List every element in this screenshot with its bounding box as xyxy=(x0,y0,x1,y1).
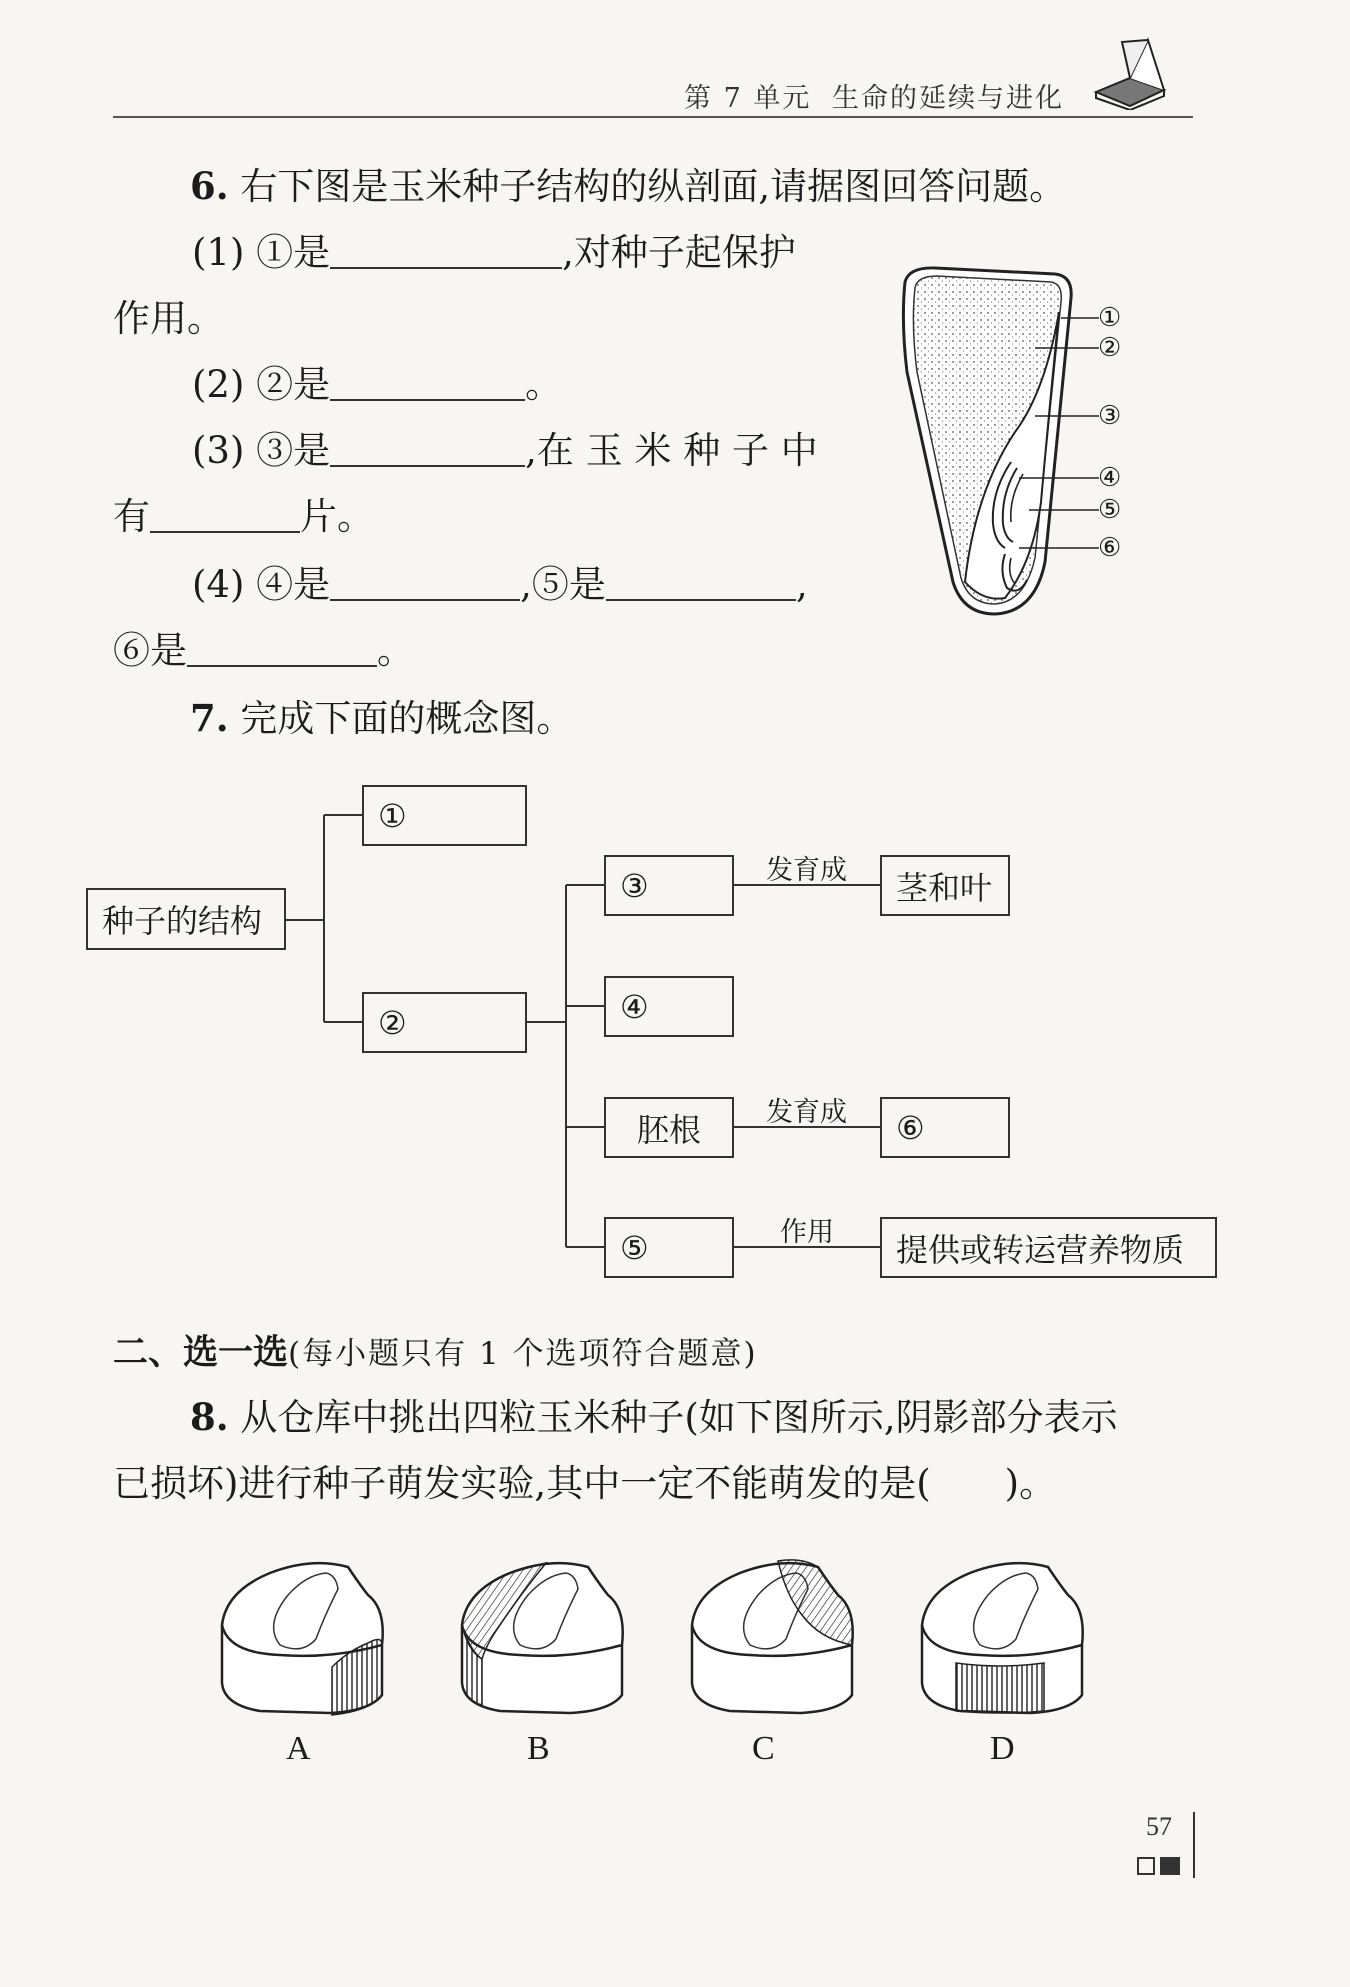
unit-label: 第 7 单元 xyxy=(684,83,812,114)
concept-box-radicle: 胚根 xyxy=(604,1097,734,1158)
edge-label-develop-2: 发育成 xyxy=(766,1097,847,1128)
figure-label-3: ③ xyxy=(1098,401,1122,431)
q6-part2: (2) ②是 。 xyxy=(192,363,563,406)
q6-part1: (1) ①是 ,对种子起保护 xyxy=(192,231,796,274)
q6-part4: (4) ④是 ,⑤是 , xyxy=(192,563,808,606)
concept-box-4[interactable]: ④ xyxy=(604,976,734,1037)
q6-part3: (3) ③是 ,在 玉 米 种 子 中 xyxy=(192,429,818,472)
page-mark-empty xyxy=(1137,1857,1155,1875)
figure-label-1: ① xyxy=(1098,303,1122,333)
concept-box-3[interactable]: ③ xyxy=(604,855,734,916)
figure-label-2: ② xyxy=(1098,333,1122,363)
figure-label-6: ⑥ xyxy=(1098,533,1122,563)
seed-b xyxy=(462,1563,623,1713)
option-d-label[interactable]: D xyxy=(990,1730,1015,1767)
option-a-label[interactable]: A xyxy=(286,1730,311,1767)
concept-root: 种子的结构 xyxy=(86,888,286,950)
figure-label-4: ④ xyxy=(1098,463,1122,493)
q6-part3-cont: 有 片。 xyxy=(113,495,374,538)
page-mark-filled xyxy=(1160,1857,1180,1875)
edge-label-develop-1: 发育成 xyxy=(766,855,847,886)
q6-stem: 6. 右下图是玉米种子结构的纵剖面,请据图回答问题。 xyxy=(190,164,1067,208)
q6-part1-cont: 作用。 xyxy=(113,297,224,340)
seed-c xyxy=(692,1560,853,1713)
q8-line1: 8. 从仓库中挑出四粒玉米种子(如下图所示,阴影部分表示 xyxy=(190,1395,1118,1439)
concept-box-5[interactable]: ⑤ xyxy=(604,1217,734,1278)
edge-label-function: 作用 xyxy=(780,1217,834,1248)
page-number-rule xyxy=(1193,1812,1195,1878)
corn-seeds-options xyxy=(200,1555,1200,1730)
seed-a xyxy=(222,1563,383,1715)
option-c-label[interactable]: C xyxy=(752,1730,775,1767)
concept-box-nutrients: 提供或转运营养物质 xyxy=(880,1217,1217,1278)
section2-heading: 二、选一选(每小题只有 1 个选项符合题意) xyxy=(113,1332,758,1373)
concept-box-1[interactable]: ① xyxy=(362,785,527,846)
concept-box-stem-leaf: 茎和叶 xyxy=(880,855,1010,916)
concept-box-2[interactable]: ② xyxy=(362,992,527,1053)
q6-part4-cont: ⑥是 。 xyxy=(113,629,414,672)
page-number: 57 xyxy=(1146,1812,1172,1841)
unit-title: 生命的延续与进化 xyxy=(832,83,1064,114)
option-b-label[interactable]: B xyxy=(527,1730,550,1767)
q7-stem: 7. 完成下面的概念图。 xyxy=(190,696,574,740)
seed-d xyxy=(922,1563,1083,1713)
concept-box-6[interactable]: ⑥ xyxy=(880,1097,1010,1158)
figure-label-5: ⑤ xyxy=(1098,495,1122,525)
q8-line2: 已损坏)进行种子萌发实验,其中一定不能萌发的是( )。 xyxy=(113,1462,1057,1505)
